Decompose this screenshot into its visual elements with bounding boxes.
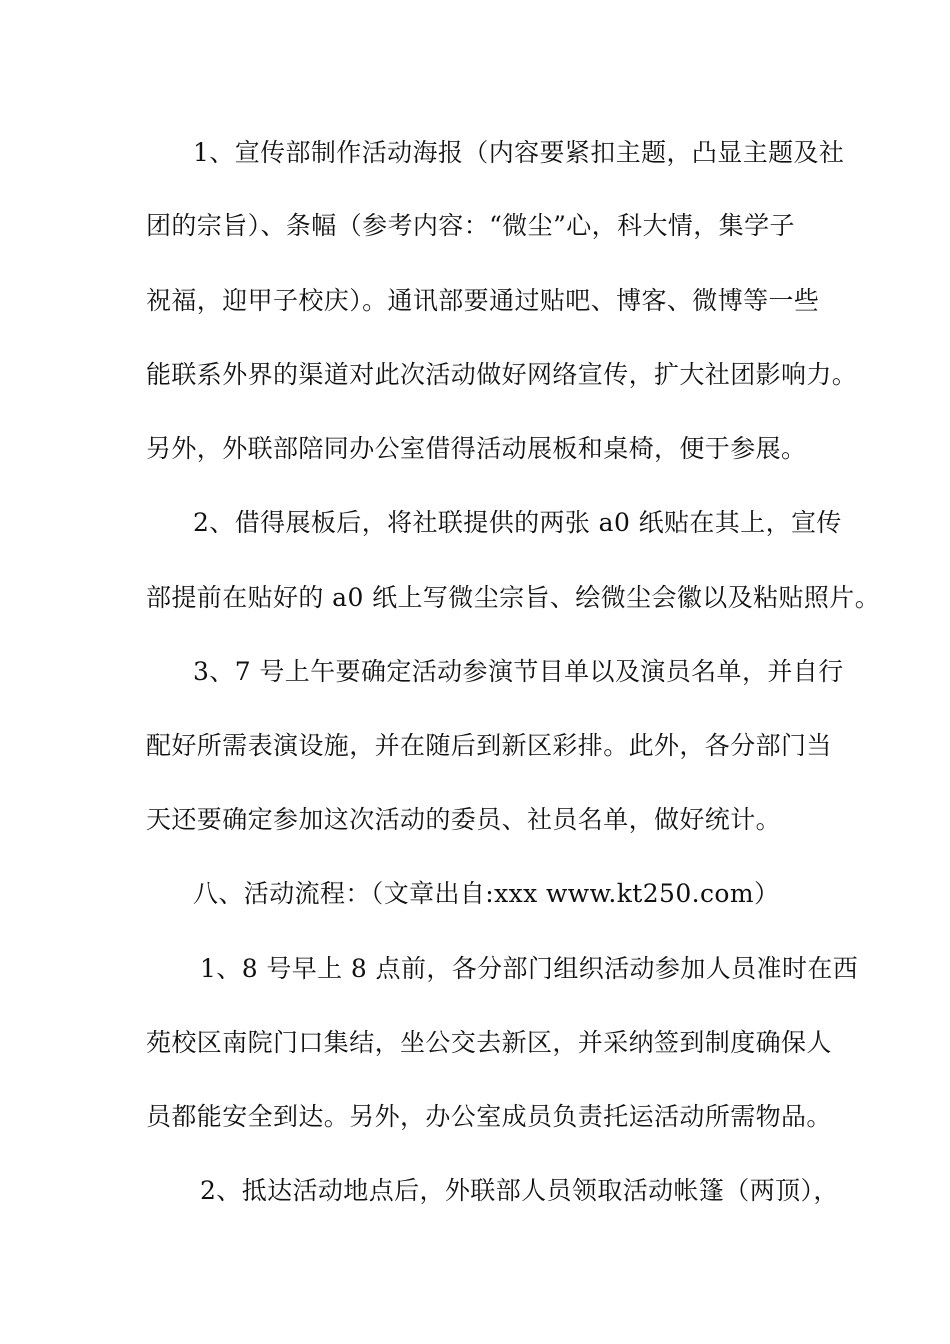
paragraph-line: 2、抵达活动地点后，外联部人员领取活动帐篷（两顶）， xyxy=(200,1176,839,1205)
paragraph-line: 1、宣传部制作活动海报（内容要紧扣主题，凸显主题及社 xyxy=(193,138,845,167)
paragraph-line: 1、8 号早上 8 点前，各分部门组织活动参加人员准时在西 xyxy=(200,954,859,983)
section-heading: 八、活动流程：（文章出自:xxx www.kt250.com） xyxy=(193,879,780,908)
paragraph-line: 3、7 号上午要确定活动参演节目单以及演员名单，并自行 xyxy=(193,657,844,686)
paragraph-line: 配好所需表演设施，并在随后到新区彩排。此外，各分部门当 xyxy=(146,731,832,760)
paragraph-line: 祝福，迎甲子校庆）。通讯部要通过贴吧、博客、微博等一些 xyxy=(146,286,820,315)
paragraph-line: 2、借得展板后，将社联提供的两张 a0 纸贴在其上，宣传 xyxy=(193,508,842,537)
paragraph-line: 部提前在贴好的 a0 纸上写微尘宗旨、绘微尘会徽以及粘贴照片。 xyxy=(146,583,881,612)
paragraph-line: 能联系外界的渠道对此次活动做好网络宣传，扩大社团影响力。 xyxy=(146,360,858,389)
paragraph-line: 员都能安全到达。另外，办公室成员负责托运活动所需物品。 xyxy=(146,1102,832,1131)
paragraph-line: 团的宗旨）、条幅（参考内容：“微尘”心，科大情，集学子 xyxy=(146,211,795,240)
paragraph-line: 另外，外联部陪同办公室借得活动展板和桌椅，便于参展。 xyxy=(146,434,807,463)
paragraph-line: 天还要确定参加这次活动的委员、社员名单，做好统计。 xyxy=(146,805,782,834)
paragraph-line: 苑校区南院门口集结，坐公交去新区，并采纳签到制度确保人 xyxy=(146,1028,832,1057)
